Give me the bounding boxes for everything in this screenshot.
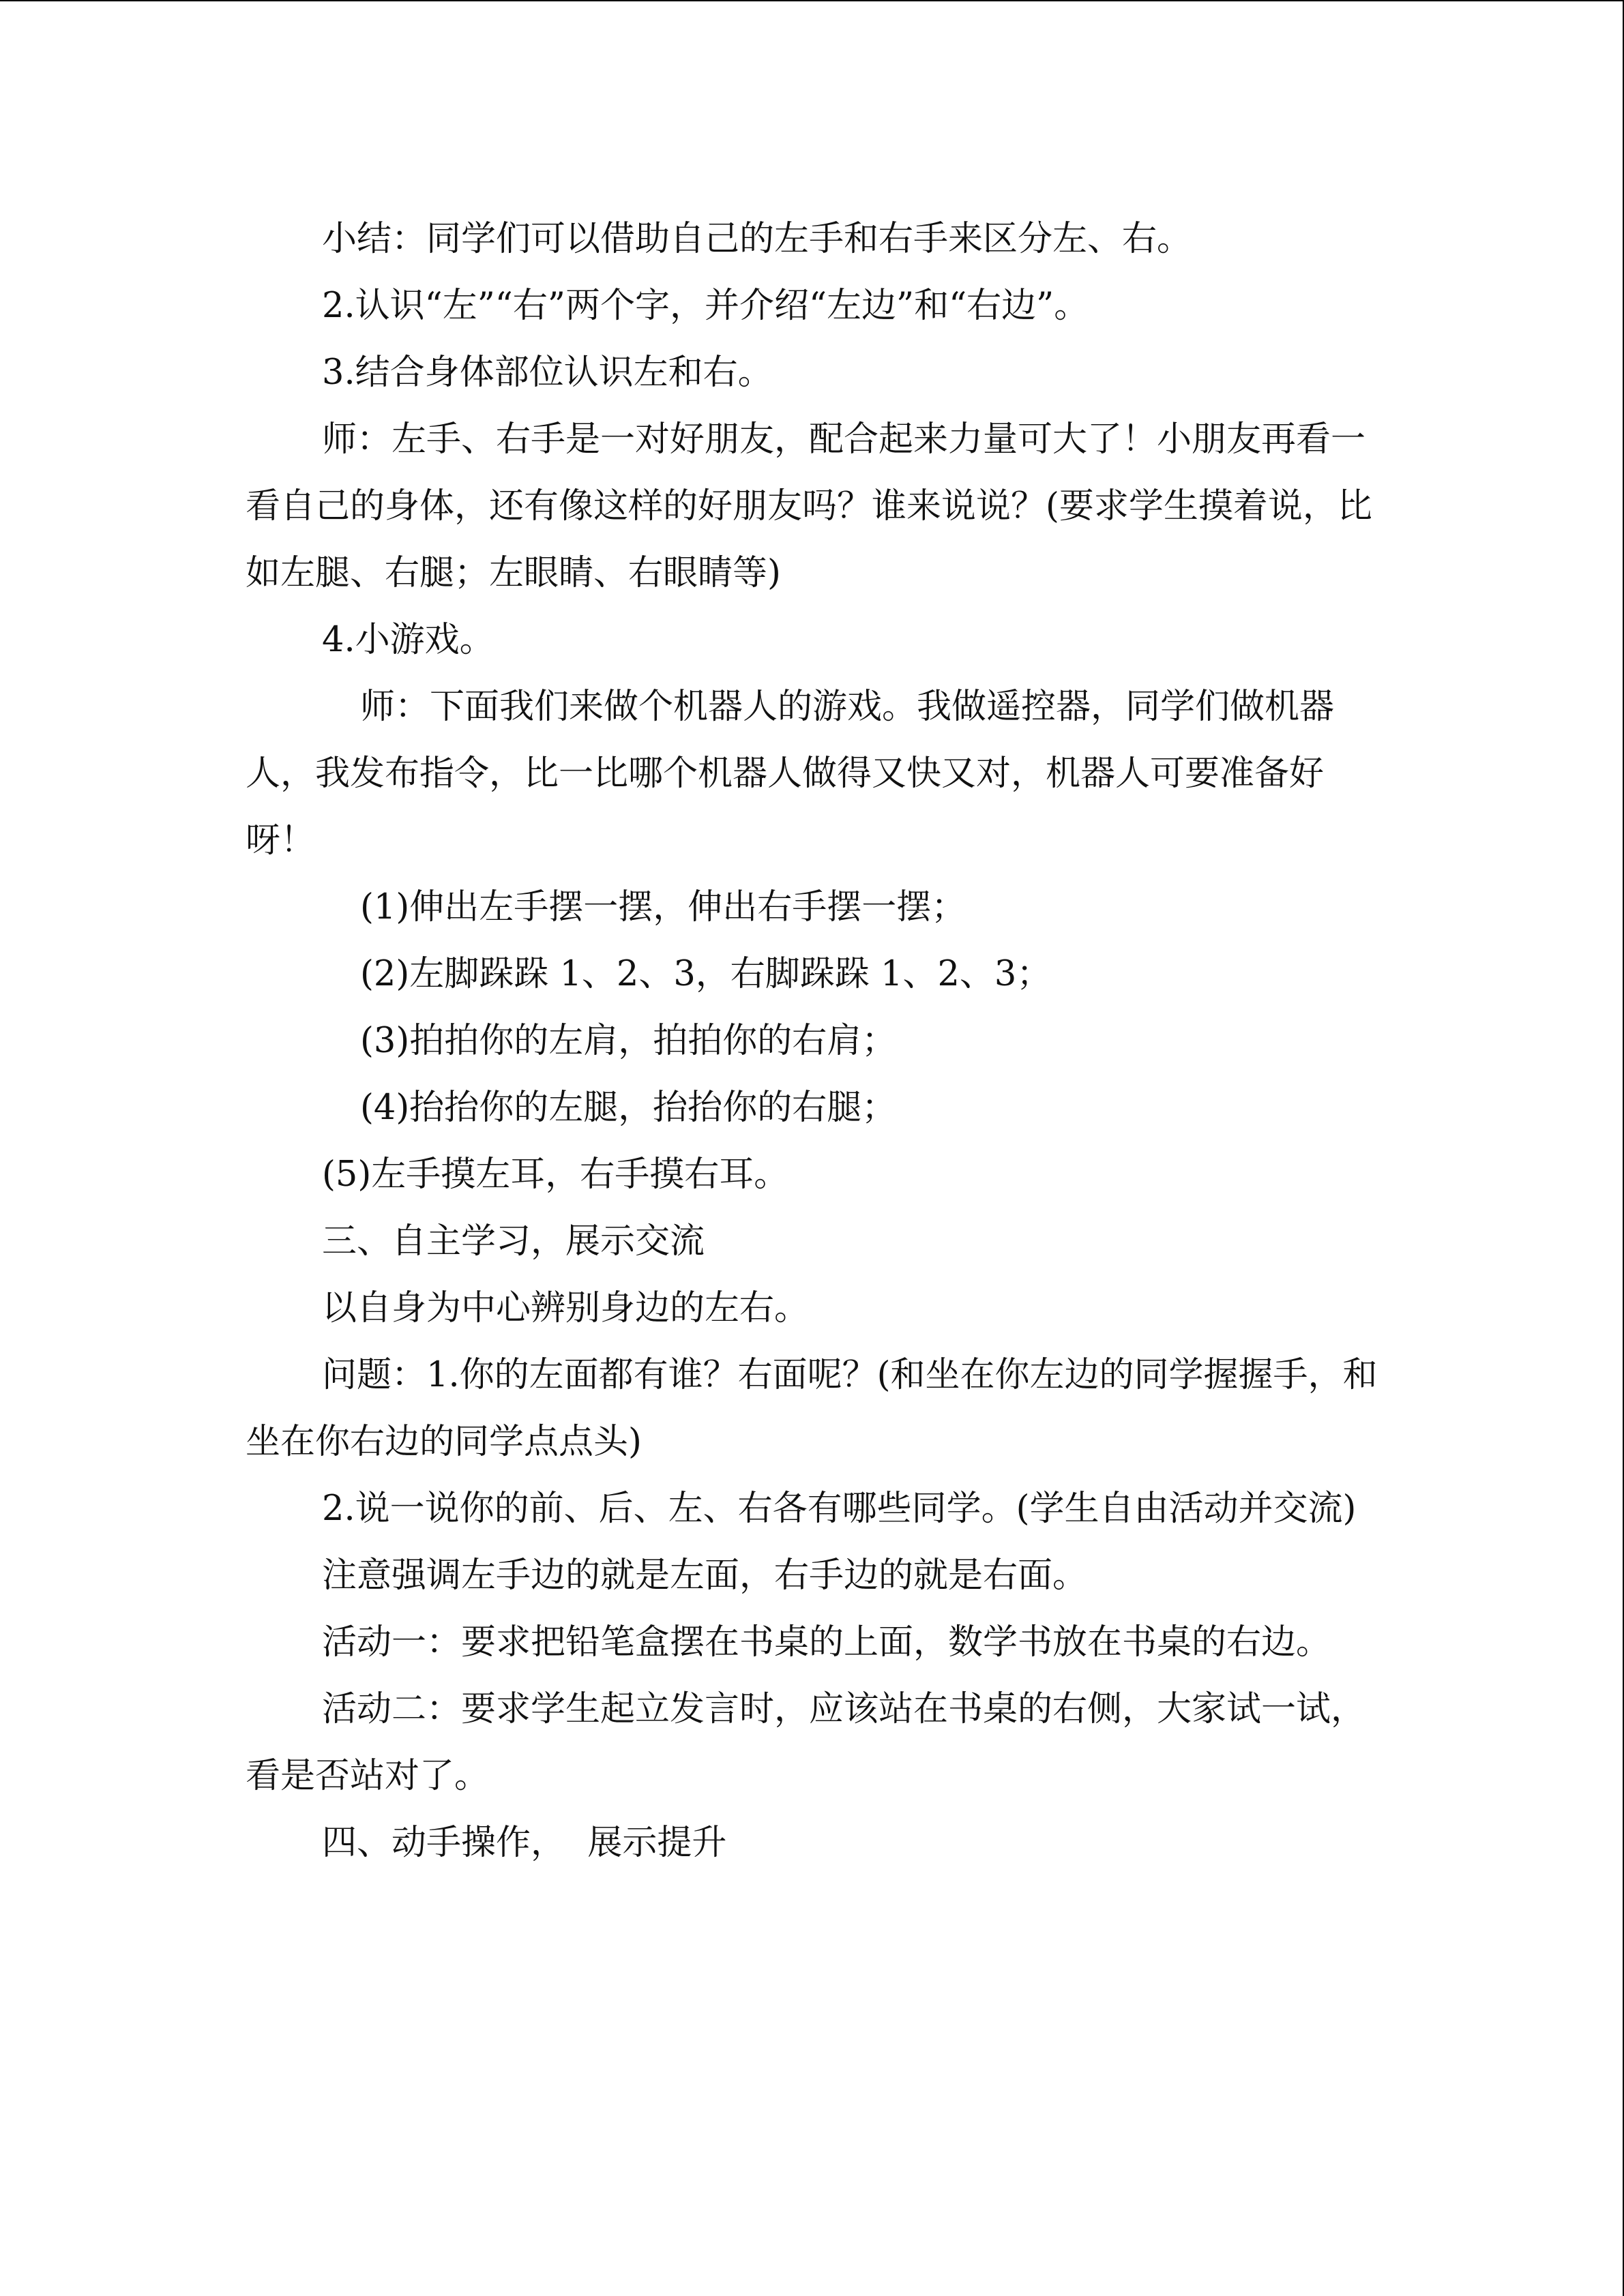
list-item-instruction-5: (5)左手摸左耳，右手摸右耳。 [322, 1154, 789, 1195]
paragraph-question-2: 2.说一说你的前、后、左、右各有哪些同学。(学生自由活动并交流) [322, 1489, 1357, 1529]
paragraph-self-center: 以自身为中心辨别身边的左右。 [322, 1288, 810, 1328]
list-item-instruction-1: (1)伸出左手摆一摆，伸出右手摆一摆； [360, 887, 966, 927]
paragraph-question-1: 问题：1.你的左面都有谁？右面呢？(和坐在你左边的同学握握手，和坐在你右边的同学点点头) [246, 1355, 1378, 1462]
list-item-instruction-4: (4)抬抬你的左腿，抬抬你的右腿； [360, 1088, 897, 1128]
paragraph-activity-2: 活动二：要求学生起立发言时，应该站在书桌的右侧，大家试一试，看是否站对了。 [246, 1689, 1366, 1796]
paragraph-step-2: 2.认识“左”“右”两个字，并介绍“左边”和“右边”。 [322, 286, 1089, 326]
paragraph-summary: 小结：同学们可以借助自己的左手和右手来区分左、右。 [322, 219, 1192, 259]
section-heading-3: 三、自主学习，展示交流 [322, 1221, 705, 1262]
list-item-instruction-2: (2)左脚跺跺 1、2、3，右脚跺跺 1、2、3； [360, 954, 1052, 994]
list-item-instruction-3: (3)拍拍你的左肩，拍拍你的右肩； [360, 1021, 897, 1061]
paragraph-activity-1: 活动一：要求把铅笔盒摆在书桌的上面，数学书放在书桌的右边。 [322, 1622, 1331, 1663]
paragraph-emphasis: 注意强调左手边的就是左面，右手边的就是右面。 [322, 1555, 1088, 1596]
paragraph-step-3: 3.结合身体部位认识左和右。 [322, 353, 773, 393]
document-body [246, 206, 1378, 1877]
paragraph-teacher-game: 师：下面我们来做个机器人的游戏。我做遥控器，同学们做机器人，我发布指令，比一比哪个机器人做得又快又对，机器人可要准备好呀！ [246, 687, 1335, 861]
section-heading-4: 四、动手操作， 展示提升 [322, 1823, 727, 1863]
paragraph-step-4: 4.小游戏。 [322, 620, 494, 660]
paragraph-teacher-body: 师：左手、右手是一对好朋友，配合起来力量可大了！小朋友再看一看自己的身体，还有像这样的好朋友吗？谁来说说？(要求学生摸着说，比如左腿、右腿；左眼睛、右眼睛等) [246, 419, 1372, 593]
